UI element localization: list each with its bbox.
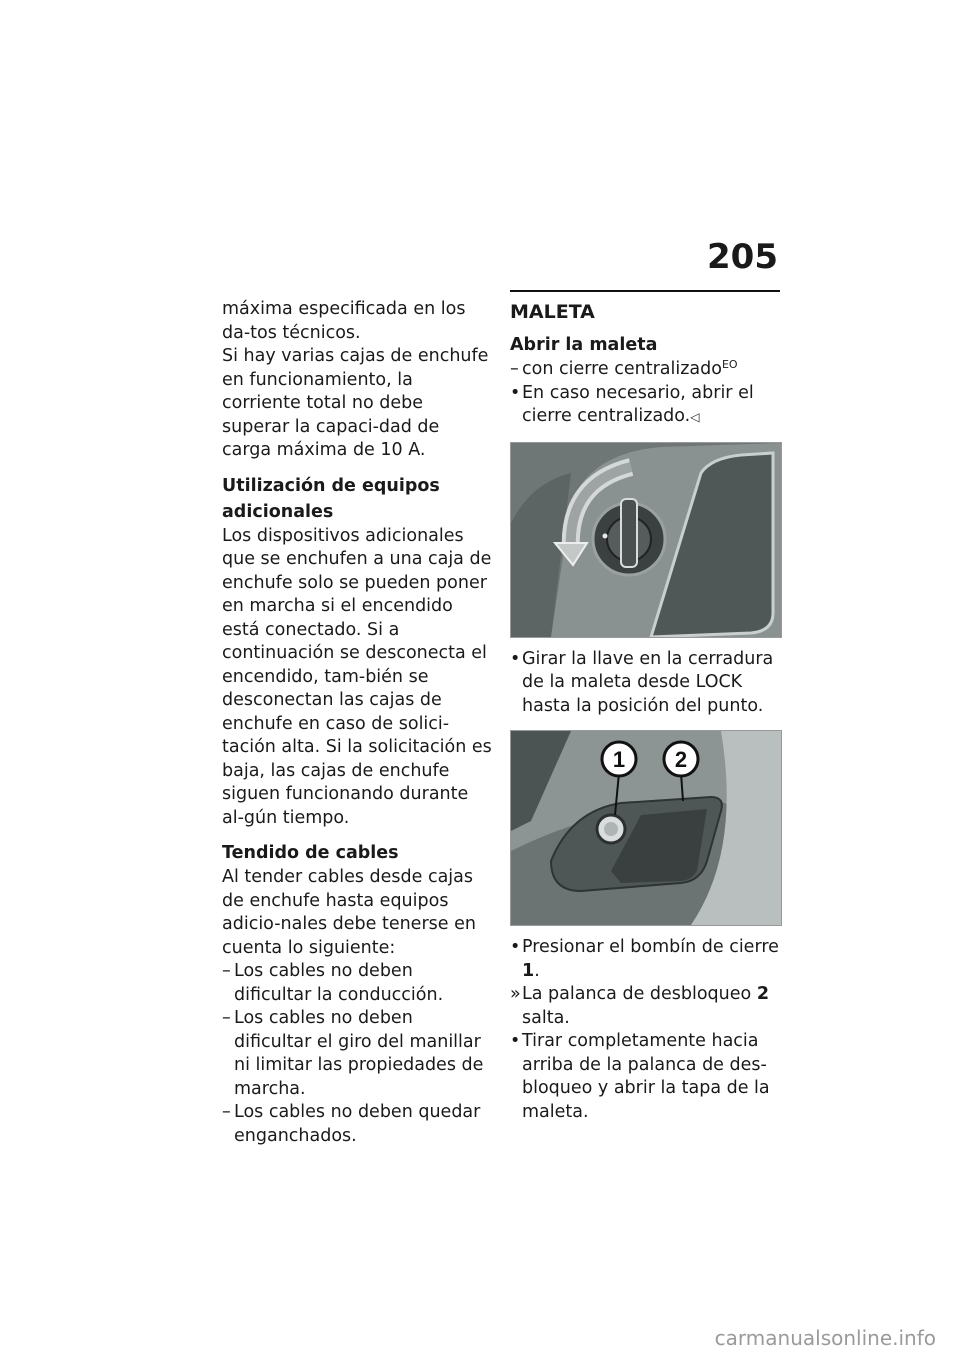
result-text-end: salta. — [522, 1007, 570, 1028]
reference-number: 1 — [522, 960, 535, 981]
dash-marker: – — [222, 1102, 231, 1122]
list-item-text: Los cables no deben dificultar el giro del manillar ni limitar las propiedades de marcha. — [234, 1008, 484, 1099]
step-item — [510, 936, 780, 983]
intro-text: máxima especificada en los da-tos técnicos. — [222, 299, 466, 343]
step-text-end: . — [534, 960, 540, 981]
result-marker: » — [510, 984, 521, 1004]
list-item-text: Los cables no deben dificultar la conducción. — [234, 961, 444, 1005]
optional-equipment-superscript: EO — [721, 358, 738, 371]
list-item — [222, 1007, 492, 1101]
condition-item — [510, 358, 780, 382]
step-text: Girar la llave en la cerradura de la maleta desde LOCK hasta la posición del punto. — [522, 648, 774, 716]
bullet-marker: • — [510, 648, 521, 669]
step-item — [510, 1030, 780, 1124]
dash-marker: – — [222, 961, 231, 981]
step-text: Tirar completamente hacia arriba de la palanca de des-bloqueo y abrir la tapa de la maleta. — [522, 1031, 770, 1122]
result-item — [510, 983, 780, 1030]
list-item-text: Los cables no deben quedar enganchados. — [234, 1102, 481, 1146]
intro-text-2: Si hay varias cajas de enchufe en funcionamiento, la corriente total no debe superar la capaci-dad de carga máxima de 10 A. — [222, 346, 489, 460]
step-text: Presionar el bombín de cierre — [522, 937, 779, 957]
section-title-additional-equipment: Utilización de equipos adicionales — [222, 475, 440, 522]
list-item — [222, 960, 492, 1007]
section-title-case: MALETA — [510, 290, 780, 326]
section-text-additional-equipment: Los dispositivos adicionales que se enchufen a una caja de enchufe solo se pueden poner en marcha si el encendido está conectado. Si a continuación se desconecta el encendido, tam-bién se desconectan las cajas de enchufe en caso de solici-tación alta. Si la solicitación es baja, las cajas de enchufe siguen funcionando durante al-gún tiempo. — [222, 525, 492, 828]
list-item — [222, 1101, 492, 1148]
end-mark-icon: ◁ — [690, 410, 700, 424]
bullet-marker: • — [510, 1031, 521, 1051]
bullet-marker: • — [510, 382, 521, 403]
dash-marker: – — [510, 359, 519, 379]
bullet-marker: • — [510, 937, 521, 957]
section-title-cable-routing: Tendido de cables — [222, 843, 399, 863]
step-item — [510, 648, 780, 719]
key-lock-illustration — [510, 442, 782, 638]
right-column — [510, 290, 780, 1124]
section-text-cable-routing: Al tender cables desde cajas de enchufe hasta equipos adicio-nales debe tenerse en cuenta lo siguiente: — [222, 867, 476, 958]
watermark: carmanualsonline.info — [714, 1326, 936, 1350]
dash-marker: – — [222, 1008, 231, 1028]
step-item — [510, 382, 780, 430]
reference-number: 2 — [756, 984, 769, 1004]
callout-2-label: 2 — [674, 747, 688, 772]
condition-text: con cierre centralizado — [522, 359, 722, 379]
left-column — [222, 298, 492, 1148]
result-text: La palanca de desbloqueo — [522, 984, 757, 1004]
case-release-illustration — [510, 730, 782, 926]
page-number: 205 — [707, 237, 778, 277]
step-text: En caso necesario, abrir el cierre centralizado. — [522, 382, 754, 426]
callout-1-label: 1 — [612, 747, 626, 772]
subsection-title-open-case: Abrir la maleta — [510, 335, 658, 355]
